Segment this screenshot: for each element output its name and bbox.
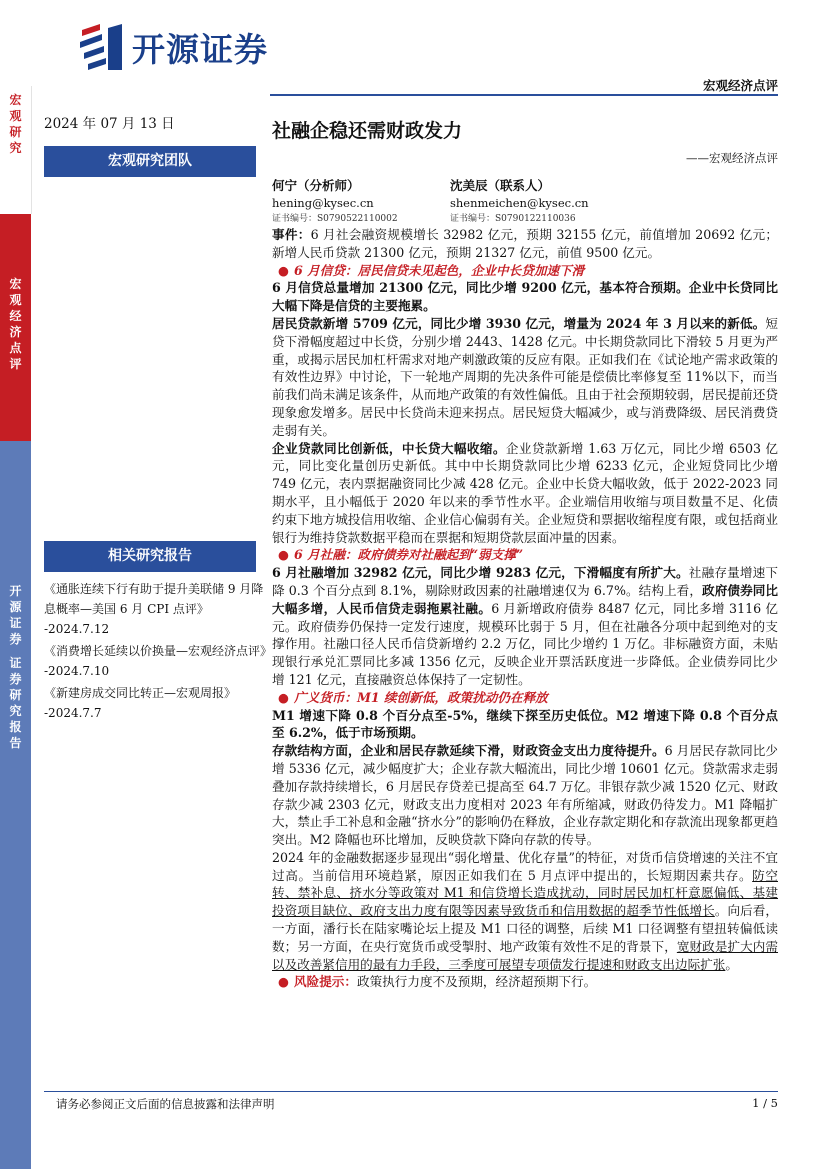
paragraph-text: 社融存量增速下降 0.3 个百分点到 8.1%，剔除财政因素的社融增速仅为 6.7%。结构上看，	[272, 565, 778, 598]
paragraph-lead: 存款结构方面，企业和居民存款延续下滑，财政资金支出力度待提升。	[272, 743, 665, 759]
bullet-icon: ●	[278, 262, 289, 278]
event-label: 事件：	[272, 227, 311, 242]
paragraph-text: 。向后看，一方面，潘行长在陆家嘴论坛上提及 M1 口径的调整，后续 M1 口径调整有望扭转偏低读数；另一方面，在央行宽货币或受掣肘、地产政策有效性不足的背景下，	[272, 903, 779, 954]
paragraph	[272, 564, 778, 689]
paragraph	[272, 315, 778, 440]
paragraph-text: 2024 年的金融数据逐步显现出“弱化增量、优化存量”的特征，对货币信贷增速的关注不宜过高。当前信用环境趋紧，原因正如我们在 5 月点评中提出的，长短期因素共存。	[272, 849, 778, 883]
event-text: 6 月社会融资规模增长 32982 亿元，预期 32155 亿元，前值增加 20692 亿元；新增人民币贷款 21300 亿元，预期 21327 亿元，前值 9500 亿元。	[272, 227, 778, 260]
side-tab-bottom-label: 开 源 证 券 证 券 研 究 报 告	[9, 584, 22, 750]
risk-text: 政策执行力度不及预期，经济超预期下行。	[356, 974, 597, 990]
bullet-icon: ●	[278, 689, 289, 705]
doc-type-label: 宏观经济点评	[702, 78, 778, 93]
paragraph	[272, 440, 778, 547]
section-heading-text: 广义货币：M1 续创新低，政策扰动仍在释放	[294, 689, 548, 705]
section-heading-text: 6 月社融：政府债券对社融起到“弱支撑”	[294, 547, 524, 563]
paragraph-text: 6 月居民存款同比少增 5336 亿元，减少幅度扩大；企业存款大幅流出，同比少增 10601 亿元。贷款需求走弱叠加存款持续增长，6 月居民存贷差已提高至 64.7 万亿。非银存款少减 1520 亿元、财政存款少减 2303 亿元，财政支出力度相对 2023 年有所缩减，财政仍待发力。M1 降幅扩大，禁止手工补息和金融“挤水分”的影响仍在释放，企业存款定期化和存款流出现象都更趋突出。M2 降幅也环比增加，反映贷款下降向存款的传导。	[272, 743, 778, 848]
underlined-text: 防空转、禁补息、挤水分等政策对 M1 和信贷增长造成扰动，同时居民加杠杆意愿偏低、基建投资项目缺位、政府支出力度有限等因素导致货币和信用数据的超季节性低增长	[272, 867, 778, 919]
analyst-name: 沈美辰（联系人）	[450, 178, 551, 193]
page-number: 1 / 5	[752, 1096, 778, 1110]
bullet-icon: ●	[278, 547, 289, 563]
risk-paragraph	[272, 973, 778, 991]
analyst-card	[450, 177, 690, 226]
analyst-email[interactable]: shenmeichen@kysec.cn	[450, 196, 589, 210]
related-report-item[interactable]	[44, 579, 270, 639]
related-report-date: -2024.7.7	[44, 706, 102, 720]
header-divider	[270, 94, 778, 96]
related-report-date: -2024.7.12	[44, 622, 110, 636]
paragraph-lead: 政府债券同比大幅多增，人民币信贷走弱拖累社融。	[272, 582, 779, 616]
related-report-date: -2024.7.10	[44, 664, 110, 678]
side-tab-middle	[0, 214, 31, 441]
footer-disclaimer: 请务必参阅正文后面的信息披露和法律声明	[56, 1097, 275, 1111]
side-tab-middle-label: 宏 观 经 济 点 评	[9, 277, 22, 371]
section-heading-money	[272, 689, 778, 707]
paragraph: 6 月信贷总量增加 21300 亿元，同比少增 9200 亿元，基本符合预期。企业中长贷同比大幅下降是信贷的主要拖累。	[272, 280, 778, 314]
analyst-cert: 证书编号：S0790122110036	[450, 214, 576, 224]
analyst-block	[272, 177, 778, 225]
report-title: 社融企稳还需财政发力	[272, 120, 463, 142]
paragraph-text: 企业贷款新增 1.63 万亿元，同比少增 6503 亿元，同比变化量创历史新低。其中中长期贷款同比少增 6233 亿元，企业短贷同比少增 749 亿元，表内票据融资同比少减 428 亿元。企业中长贷大幅收敛，低于 2022-2023 同期水平，且小幅低于 2020 年以来的季节性水平。企业端信用收缩与项目数量不足、化债约束下地方城投信用收缩、企业信心偏弱有关。企业短贷和票据收缩程度有限，或包括商业银行为维持贷款数据平稳而在票据和短期贷款层面冲量的因素。	[272, 440, 779, 545]
paragraph	[272, 742, 778, 849]
paragraph-text: 6 月新增政府债券 8487 亿元，同比多增 3116 亿元。政府债券仍保持一定发行速度，规模环比弱于 5 月，但在社融各分项中起到绝对的支撑作用。社融口径人民币信贷新增约 2.2 万亿，同比少增约 1 万亿。非标融资方面，未贴现银行承兑汇票同比多减 1356 亿元，反映企业开票活跃度进一步降低。企业债券同比少增 121 亿元，直接融资总体保持了一定韧性。	[272, 600, 779, 687]
report-body	[272, 226, 778, 991]
section-heading-tsf	[272, 546, 778, 564]
side-tab-top-label: 宏 观 研 究	[9, 93, 22, 155]
section-heading-credit	[272, 262, 778, 280]
related-report-title: 《新建房成交同比转正—宏观周报》	[44, 686, 237, 700]
team-band: 宏观研究团队	[44, 146, 256, 177]
analyst-name: 何宁（分析师）	[272, 178, 360, 193]
related-report-item[interactable]	[44, 641, 273, 681]
paragraph: M1 增速下降 0.8 个百分点至-5%，继续下探至历史低位。M2 增速下降 0.8 个百分点至 6.2%，低于市场预期。	[272, 707, 778, 741]
related-reports-band: 相关研究报告	[44, 541, 256, 572]
risk-label-wrap	[272, 974, 357, 989]
paragraph-lead: 企业贷款同比创新低，中长贷大幅收缩。	[272, 440, 506, 456]
related-report-title: 《通胀连续下行有助于提升美联储 9 月降息概率—美国 6 月 CPI 点评》	[44, 582, 264, 616]
analyst-email[interactable]: hening@kysec.cn	[272, 196, 374, 210]
bullet-icon: ●	[278, 974, 289, 990]
paragraph-text: 短贷下滑幅度超过中长贷，分别少增 2443、1428 亿元。中长期贷款同比下滑较 5 月更为严重，或揭示居民加杠杆需求对地产刺激政策的反应有限。正如我们在《试论地产需求政策的有效性边界》中讨论，下一轮地产周期的先决条件可能是偿债比率修复至 11%以下，而当前我们尚未满足该条件，从而地产政策的有效性偏低。且由于社会预期较弱，居民提前还贷现象愈发增多。居民中长贷尚未迎来拐点。居民短贷大幅减少，或与消费降级、居民消费贷走弱有关。	[272, 315, 778, 438]
footer-divider	[44, 1091, 778, 1092]
event-paragraph	[272, 226, 778, 262]
report-subtitle: ——宏观经济点评	[686, 151, 778, 165]
kysec-logo-icon	[78, 22, 128, 72]
related-report-title: 《消费增长延续以价换量—宏观经济点评》	[44, 644, 273, 658]
paragraph-lead: 6 月社融增加 32982 亿元，同比少增 9283 亿元，下滑幅度有所扩大。	[272, 565, 689, 581]
section-heading-text: 6 月信贷：居民信贷未见起色，企业中长贷加速下滑	[294, 262, 585, 278]
related-reports-list	[44, 579, 273, 725]
report-date: 2024 年 07 月 13 日	[44, 116, 175, 132]
logo-text: 开源证券	[132, 30, 268, 69]
paragraph-text: 。	[725, 956, 738, 972]
related-report-item[interactable]	[44, 683, 270, 723]
paragraph-lead: 居民贷款新增 5709 亿元，同比少增 3930 亿元，增量为 2024 年 3 月以来的新低。	[272, 315, 766, 331]
underlined-text: 宽财政是扩大内需以及改善紧信用的最有力手段，三季度可展望专项债发行提速和财政支出边际扩张	[272, 938, 779, 972]
paragraph	[272, 849, 778, 974]
analyst-cert: 证书编号：S0790522110002	[272, 214, 398, 224]
side-tab-top	[0, 86, 32, 214]
side-tab-bottom	[0, 441, 31, 1169]
risk-label: 风险提示：	[294, 974, 357, 990]
